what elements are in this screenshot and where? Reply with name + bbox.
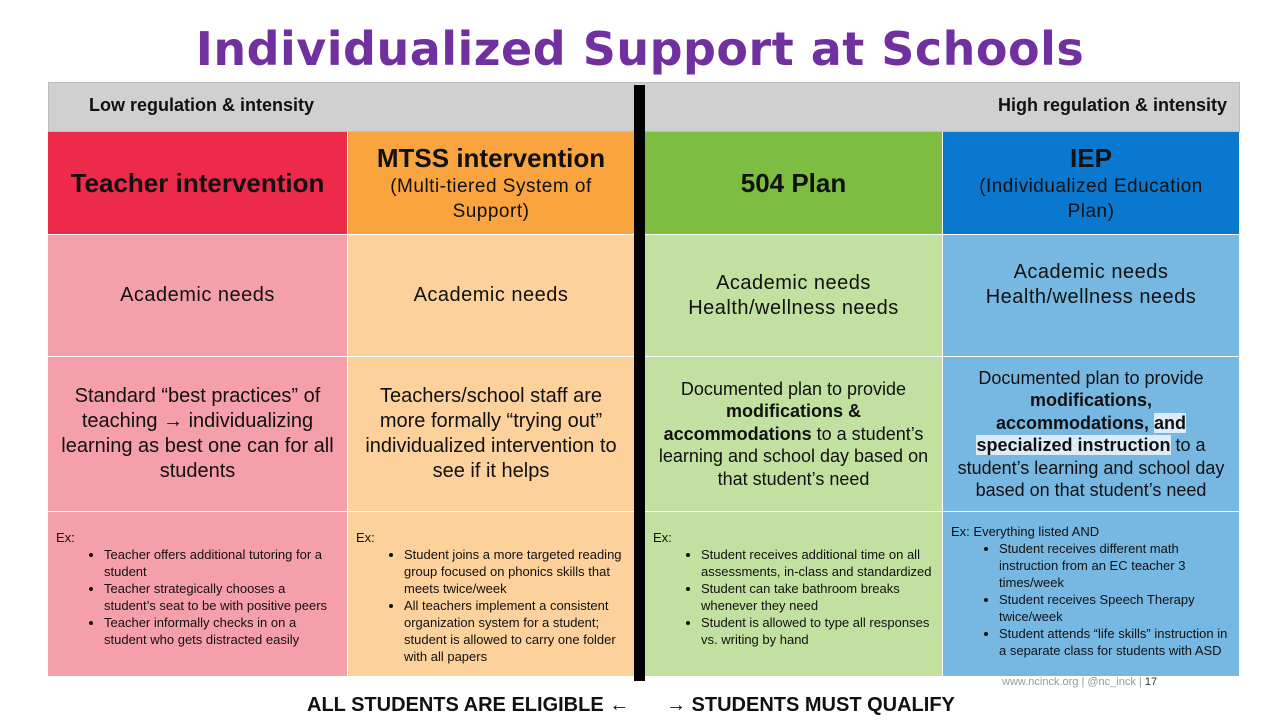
example-item: • Teacher informally checks in on a student who gets distracted easily	[104, 614, 339, 648]
description-text: Documented plan to provide modifications, accommodations, and specialized instruction to a student’s learning and school day based on that student’s need	[957, 367, 1225, 500]
column-title: MTSS intervention	[376, 142, 606, 173]
column-title: Teacher intervention	[70, 167, 325, 198]
need-item: Academic needs	[1013, 261, 1169, 283]
description-cell	[48, 357, 348, 512]
examples-cell	[348, 512, 635, 677]
footer-site: www.ncinck.org | @nc_inck | 17	[1002, 676, 1158, 688]
high-regulation-label: High regulation & intensity	[997, 95, 1227, 115]
example-item: • Student joins a more targeted reading group focused on phonics skills that meets twice/week	[404, 546, 626, 597]
page-title: Individualized Support at Schools	[195, 22, 1085, 76]
column-subtitle: (Individualized Education Plan)	[979, 175, 1203, 222]
examples-cell	[645, 512, 943, 677]
need-item: Academic needs	[716, 271, 871, 294]
description-cell	[943, 357, 1240, 512]
iep-header	[943, 132, 1240, 235]
must-qualify-label: → STUDENTS MUST QUALIFY	[666, 694, 955, 716]
examples-label: Ex:	[653, 530, 672, 545]
example-item: • Student receives additional time on all assessments, in-class and standardized	[701, 546, 934, 580]
example-item: • Teacher offers additional tutoring for a student	[104, 546, 339, 580]
need-item: Health/wellness needs	[688, 296, 899, 319]
eligibility-divider	[634, 85, 645, 681]
examples-cell	[48, 512, 348, 677]
need-item: Health/wellness needs	[985, 286, 1197, 308]
examples-label: Ex:	[56, 530, 75, 545]
description-text: Teachers/school staff are more formally “trying out” individualized intervention to see if it helps	[365, 385, 617, 482]
example-item: • All teachers implement a consistent organization system for a student; student is allowed to carry one folder with all papers	[404, 597, 626, 665]
need-item: Academic needs	[120, 284, 275, 306]
teacher-intervention-header	[48, 132, 348, 235]
column-title: 504 Plan	[740, 167, 847, 198]
mtss-header	[348, 132, 635, 235]
example-item: • Student receives Speech Therapy twice/week	[999, 591, 1231, 625]
example-item: • Student is allowed to type all responses vs. writing by hand	[701, 614, 934, 648]
description-cell	[348, 357, 635, 512]
needs-cell	[48, 235, 348, 357]
description-text: Standard “best practices” of teaching → individualizing learning as best one can for all students	[61, 385, 334, 482]
column-subtitle: (Multi-tiered System of Support)	[390, 175, 592, 222]
page-number: 17	[1144, 676, 1158, 688]
need-item: Academic needs	[413, 284, 569, 306]
examples-label: Ex: Everything listed AND	[951, 524, 1100, 539]
needs-cell	[348, 235, 635, 357]
column-title: IEP	[1070, 142, 1112, 173]
description-text: Documented plan to provide modifications & accommodations to a student’s learning and school day based on that student’s need	[658, 378, 929, 489]
504-plan-header	[645, 132, 943, 235]
example-item: • Teacher strategically chooses a student’s seat to be with positive peers	[104, 580, 339, 614]
example-item: • Student receives different math instruction from an EC teacher 3 times/week	[999, 540, 1231, 591]
examples-label: Ex:	[356, 530, 375, 545]
needs-cell	[943, 235, 1240, 357]
example-item: • Student can take bathroom breaks whenever they need	[701, 580, 934, 614]
example-item: • Student attends “life skills” instruction in a separate class for students with ASD	[999, 625, 1231, 659]
description-cell	[645, 357, 943, 512]
needs-cell	[645, 235, 943, 357]
all-eligible-label: ALL STUDENTS ARE ELIGIBLE ←	[307, 694, 630, 716]
low-regulation-label: Low regulation & intensity	[89, 95, 315, 115]
examples-cell	[943, 512, 1240, 677]
